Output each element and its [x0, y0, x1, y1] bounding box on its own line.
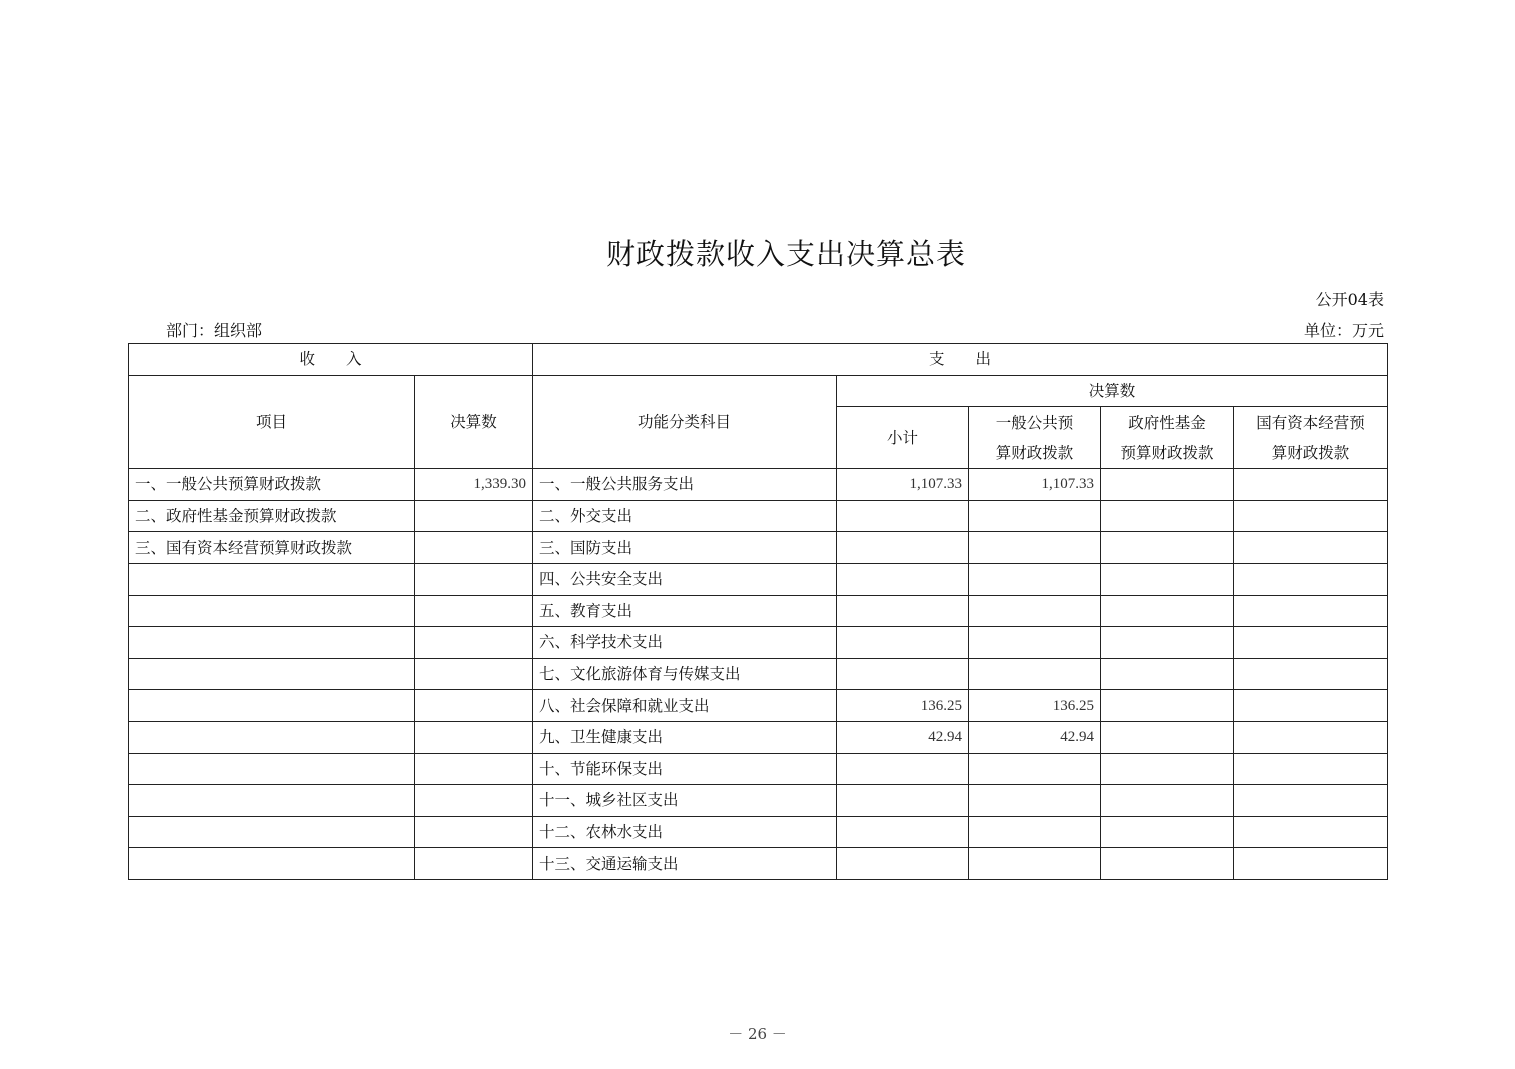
state-capital-cell — [1234, 500, 1388, 532]
gov-fund-cell — [1101, 721, 1234, 753]
form-code: 公开04表 — [1315, 290, 1384, 309]
state-capital-header-line1: 国有资本经营预 — [1256, 413, 1365, 432]
expense-item-cell: 五、教育支出 — [533, 595, 837, 627]
state-capital-cell — [1234, 753, 1388, 785]
general-budget-cell — [969, 532, 1101, 564]
subtotal-cell — [837, 500, 969, 532]
state-capital-cell — [1234, 848, 1388, 880]
general-budget-cell — [969, 753, 1101, 785]
page-number: － 26 － — [728, 1025, 787, 1043]
general-budget-cell: 42.94 — [969, 721, 1101, 753]
general-budget-cell — [969, 816, 1101, 848]
general-budget-cell: 1,107.33 — [969, 469, 1101, 501]
income-item-cell — [129, 753, 415, 785]
subtotal-cell — [837, 848, 969, 880]
general-budget-cell — [969, 627, 1101, 659]
general-budget-cell — [969, 785, 1101, 817]
general-budget-cell — [969, 658, 1101, 690]
state-capital-cell — [1234, 627, 1388, 659]
expense-item-cell: 三、国防支出 — [533, 532, 837, 564]
income-amount-cell — [415, 848, 533, 880]
income-amount-cell — [415, 753, 533, 785]
income-item-cell — [129, 721, 415, 753]
general-budget-cell — [969, 595, 1101, 627]
gov-fund-cell — [1101, 848, 1234, 880]
income-item-cell — [129, 658, 415, 690]
department-label: 部门：组织部 — [166, 321, 263, 340]
table-row — [129, 848, 1388, 880]
subtotal-cell — [837, 563, 969, 595]
expense-item-cell: 十一、城乡社区支出 — [533, 785, 837, 817]
item-header: 项目 — [129, 375, 415, 469]
table-row — [129, 469, 1388, 501]
subtotal-cell: 42.94 — [837, 721, 969, 753]
table-row — [129, 721, 1388, 753]
income-amount-cell — [415, 816, 533, 848]
state-capital-cell — [1234, 532, 1388, 564]
state-capital-cell — [1234, 721, 1388, 753]
income-amount-cell — [415, 627, 533, 659]
gov-fund-header-line2: 预算财政拨款 — [1120, 443, 1214, 462]
gov-fund-header — [1101, 407, 1234, 469]
general-budget-header — [969, 407, 1101, 469]
subtotal-cell: 136.25 — [837, 690, 969, 722]
general-budget-cell — [969, 563, 1101, 595]
income-item-cell: 三、国有资本经营预算财政拨款 — [129, 532, 415, 564]
expense-item-cell: 六、科学技术支出 — [533, 627, 837, 659]
gov-fund-cell — [1101, 532, 1234, 564]
expense-item-cell: 十三、交通运输支出 — [533, 848, 837, 880]
income-item-cell: 二、政府性基金预算财政拨款 — [129, 500, 415, 532]
gov-fund-cell — [1101, 469, 1234, 501]
table-row — [129, 563, 1388, 595]
general-budget-cell: 136.25 — [969, 690, 1101, 722]
subtotal-cell — [837, 658, 969, 690]
income-amount-cell — [415, 721, 533, 753]
general-budget-cell — [969, 500, 1101, 532]
income-amount-cell — [415, 658, 533, 690]
page-title: 财政拨款收入支出决算总表 — [605, 237, 966, 271]
subtotal-cell — [837, 532, 969, 564]
income-item-cell — [129, 816, 415, 848]
income-amount-cell — [415, 785, 533, 817]
income-amount-cell — [415, 532, 533, 564]
unit-label: 单位：万元 — [1303, 321, 1384, 340]
expense-item-cell: 七、文化旅游体育与传媒支出 — [533, 658, 837, 690]
gov-fund-cell — [1101, 690, 1234, 722]
income-item-cell — [129, 690, 415, 722]
income-item-cell — [129, 563, 415, 595]
gov-fund-cell — [1101, 563, 1234, 595]
subtotal-cell — [837, 753, 969, 785]
expense-item-cell: 一、一般公共服务支出 — [533, 469, 837, 501]
gov-fund-cell — [1101, 595, 1234, 627]
subtotal-header: 小计 — [837, 407, 969, 469]
expense-item-cell: 八、社会保障和就业支出 — [533, 690, 837, 722]
state-capital-cell — [1234, 785, 1388, 817]
table-row — [129, 500, 1388, 532]
income-header: 收 入 — [129, 344, 533, 376]
income-item-cell — [129, 785, 415, 817]
gov-fund-cell — [1101, 753, 1234, 785]
general-budget-header-line2: 算财政拨款 — [995, 443, 1074, 462]
income-item-cell — [129, 848, 415, 880]
table-row — [129, 753, 1388, 785]
table-row — [129, 658, 1388, 690]
state-capital-header-line2: 算财政拨款 — [1271, 443, 1350, 462]
expense-item-cell: 二、外交支出 — [533, 500, 837, 532]
table-row — [129, 816, 1388, 848]
table-row — [129, 595, 1388, 627]
income-amount-cell — [415, 595, 533, 627]
subtotal-cell — [837, 595, 969, 627]
subtotal-cell: 1,107.33 — [837, 469, 969, 501]
function-category-header: 功能分类科目 — [533, 375, 837, 469]
state-capital-cell — [1234, 595, 1388, 627]
subtotal-cell — [837, 785, 969, 817]
gov-fund-cell — [1101, 658, 1234, 690]
state-capital-header — [1234, 407, 1388, 469]
expense-header: 支 出 — [533, 344, 1388, 376]
state-capital-cell — [1234, 563, 1388, 595]
gov-fund-cell — [1101, 627, 1234, 659]
expense-item-cell: 九、卫生健康支出 — [533, 721, 837, 753]
header-row-2 — [129, 375, 1388, 407]
general-budget-cell — [969, 848, 1101, 880]
gov-fund-cell — [1101, 816, 1234, 848]
income-item-cell: 一、一般公共预算财政拨款 — [129, 469, 415, 501]
expense-item-cell: 十二、农林水支出 — [533, 816, 837, 848]
table-row — [129, 627, 1388, 659]
gov-fund-cell — [1101, 785, 1234, 817]
final-amount-header: 决算数 — [415, 375, 533, 469]
header-row-1 — [129, 344, 1388, 376]
subtotal-cell — [837, 627, 969, 659]
fiscal-appropriation-table — [128, 343, 1388, 880]
table-row — [129, 690, 1388, 722]
expense-item-cell: 四、公共安全支出 — [533, 563, 837, 595]
income-item-cell — [129, 627, 415, 659]
state-capital-cell — [1234, 469, 1388, 501]
income-amount-cell — [415, 690, 533, 722]
income-item-cell — [129, 595, 415, 627]
gov-fund-header-line1: 政府性基金 — [1128, 413, 1206, 432]
state-capital-cell — [1234, 658, 1388, 690]
income-amount-cell — [415, 563, 533, 595]
expense-final-amount-header: 决算数 — [837, 375, 1388, 407]
subtotal-cell — [837, 816, 969, 848]
income-amount-cell — [415, 500, 533, 532]
income-amount-cell: 1,339.30 — [415, 469, 533, 501]
expense-item-cell: 十、节能环保支出 — [533, 753, 837, 785]
table-row — [129, 785, 1388, 817]
state-capital-cell — [1234, 690, 1388, 722]
gov-fund-cell — [1101, 500, 1234, 532]
general-budget-header-line1: 一般公共预 — [995, 413, 1074, 432]
table-row — [129, 532, 1388, 564]
state-capital-cell — [1234, 816, 1388, 848]
